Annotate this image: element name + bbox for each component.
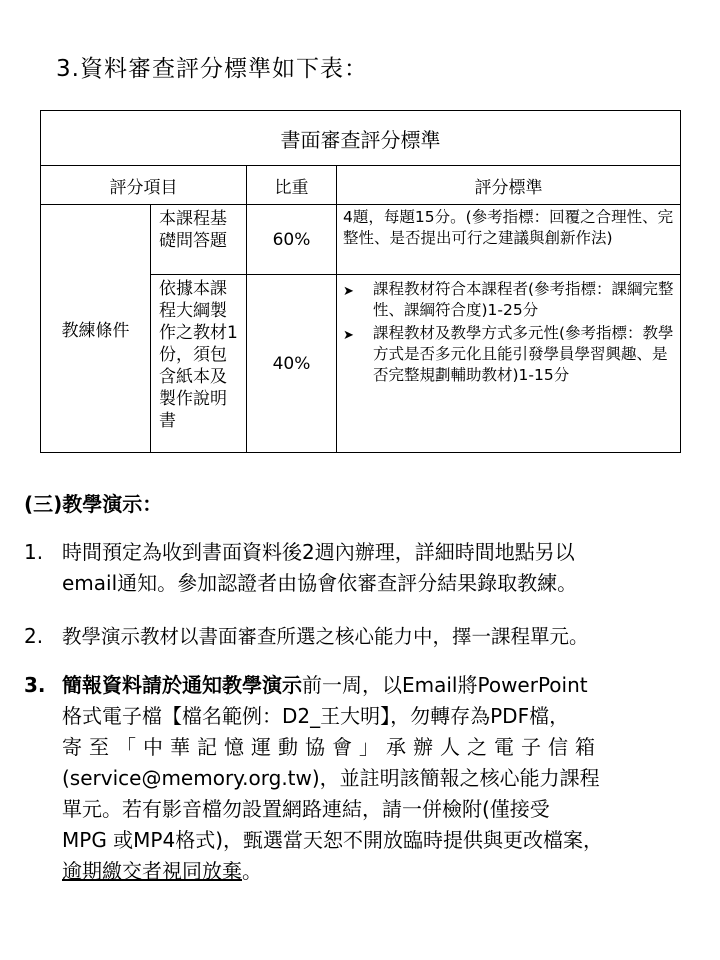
arrow-bullet-icon: ➤ [343,328,354,343]
header-ratio: 比重 [247,166,337,205]
table-title: 書面審查評分標準 [41,111,681,166]
item-number: 2. [24,624,44,648]
item-line: 格式電子檔【檔名範例：D2_王大明】，勿轉存為PDF檔， [62,704,570,728]
bullet-text: 課程教材及教學方式多元性(參考指標：教學方式是否多元化且能引發學員學習興趣、是否完整規劃輔助教材)1-15分 [373,324,674,384]
page-heading: 3.資料審查評分標準如下表： [56,56,368,82]
section-title: (三)教學演示： [24,492,163,516]
criteria-cell: 4題，每題15分。(參考指標：回覆之合理性、完整性、是否提出可行之建議與創新作法) [337,205,681,275]
ratio-cell: 60% [247,205,337,275]
criteria-cell [337,275,681,453]
ratio-cell: 40% [247,275,337,453]
item-line [62,856,696,887]
item-cell: 依據本課程大綱製作之教材1份，須包含紙本及製作說明書 [151,275,247,453]
list-item [24,670,696,887]
criteria-bullet [343,323,674,386]
underlined-text: 逾期繳交者視同放棄 [62,859,242,883]
item-line: (service@memory.org.tw)，並註明該簡報之核心能力課程 [62,766,600,790]
item-line: email通知。參加認證者由協會依審查評分結果錄取教練。 [62,571,578,595]
list-item [24,537,696,599]
item-line: 教學演示教材以書面審查所選之核心能力中，擇一課程單元。 [62,625,589,648]
bold-lead: 簡報資料請於通知教學演示 [62,673,302,697]
criteria-bullet [343,279,674,321]
item-number: 3. [24,673,46,697]
header-criteria: 評分標準 [337,166,681,205]
item-line [62,670,696,701]
item-text: 前一周，以Email將PowerPoint [302,673,588,697]
header-item: 評分項目 [41,166,247,205]
arrow-bullet-icon: ➤ [343,284,354,299]
item-line: MPG 或MP4格式)，甄選當天恕不開放臨時提供與更改檔案， [62,828,604,852]
bullet-text: 課程教材符合本課程者(參考指標：課綱完整性、課綱符合度)1-25分 [373,280,674,319]
item-line: 單元。若有影音檔勿設置網路連結，請一併檢附(僅接受 [62,797,550,821]
item-cell: 本課程基礎問答題 [151,205,247,275]
condition-cell: 教練條件 [41,205,151,453]
scoring-table [40,110,681,453]
item-number: 1. [24,540,44,564]
item-line: 時間預定為收到書面資料後2週內辦理，詳細時間地點另以 [62,540,575,564]
item-text: 。 [242,859,262,883]
item-line: 寄至「中華記憶運動協會」承辦人之電子信箱 [62,735,602,759]
list-item [24,621,720,652]
